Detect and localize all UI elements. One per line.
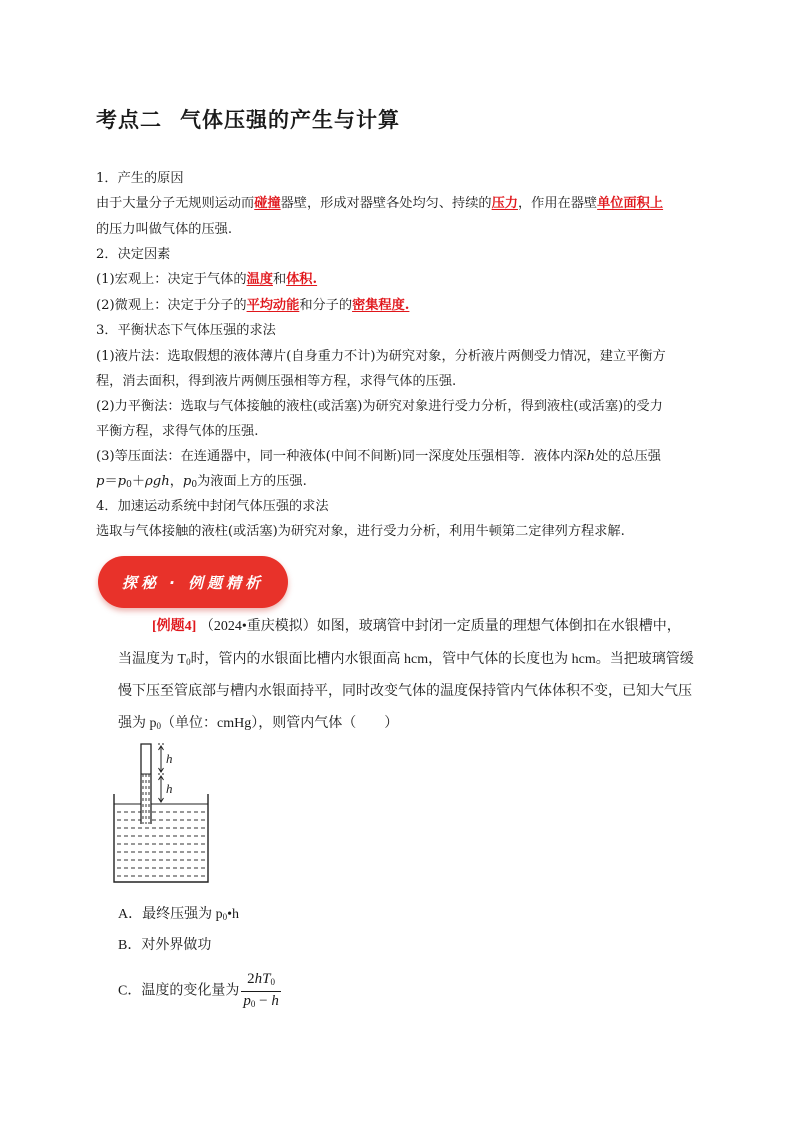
subscript: 0: [270, 977, 275, 987]
text: 当温度为 T: [118, 652, 187, 667]
text: 2: [247, 971, 255, 987]
section2-heading: 2．决定因素: [96, 247, 171, 262]
text: −: [255, 993, 272, 1009]
var-h: h: [586, 449, 596, 464]
section1-line1: [96, 194, 663, 214]
subscript: 0: [191, 480, 198, 490]
var-h: h: [271, 993, 279, 1009]
example-banner: [98, 556, 288, 608]
text: 为液面上方的压强.: [197, 474, 307, 489]
subscript: 0: [222, 912, 228, 922]
fraction: [241, 970, 280, 1013]
section3-method1-a: (1)液片法：选取假想的液体薄片(自身重力不计)为研究对象，分析液片两侧受力情况，建立平衡方: [96, 349, 666, 364]
text: C．温度的变化量为: [118, 983, 240, 999]
label-h-bottom: h: [166, 781, 173, 796]
option-b[interactable]: B．对外界做功: [118, 938, 212, 953]
keyword-volume: 体积.: [286, 272, 318, 287]
text: 器壁，形成对器壁各处均匀、持续的: [280, 196, 492, 211]
option-a[interactable]: [118, 903, 239, 923]
page-title: [96, 104, 400, 134]
section3-heading: 3．平衡状态下气体压强的求法: [96, 323, 276, 338]
section2-micro: [96, 296, 409, 316]
example-line2: [118, 650, 694, 672]
example-line4: [118, 714, 398, 736]
text: ，: [169, 474, 183, 489]
var-p: p: [243, 993, 251, 1009]
section3-method3-a: [96, 447, 661, 467]
numerator: [241, 970, 280, 992]
title-part2: 气体压强的产生与计算: [180, 108, 400, 132]
section3-method2-b: 平衡方程，求得气体的压强.: [96, 424, 259, 439]
text: (1)宏观上：决定于气体的: [96, 272, 247, 287]
text: ＝: [104, 474, 118, 489]
keyword-pressure-force: 压力: [491, 196, 518, 211]
keyword-density: 密集程度.: [352, 298, 410, 313]
subscript: 0: [250, 999, 256, 1009]
text: （2024•重庆模拟）如图，玻璃管中封闭一定质量的理想气体倒扣在水银槽中，: [199, 619, 681, 634]
example-line1: [152, 617, 681, 637]
var-p0: p: [117, 474, 127, 489]
section2-macro: [96, 270, 317, 290]
text: 和: [272, 272, 287, 287]
text: ＋: [131, 474, 146, 489]
text: （单位：cmHg），则管内气体（ ）: [161, 716, 399, 731]
var-rhogh: ρgh: [145, 474, 170, 489]
var-p: p: [96, 474, 105, 489]
section3-method1-b: 程，消去面积，得到液片两侧压强相等方程，求得气体的压强.: [96, 374, 457, 389]
keyword-temperature: 温度: [246, 272, 273, 287]
example-tag: [例题4]: [152, 619, 197, 634]
section4-heading: 4．加速运动系统中封闭气体压强的求法: [96, 499, 329, 514]
section1-line2: 的压力叫做气体的压强.: [96, 222, 233, 237]
var-h: h: [254, 971, 263, 987]
subscript: 0: [126, 480, 132, 490]
text: A．最终压强为 p: [118, 907, 223, 922]
subscript: 0: [186, 657, 191, 667]
keyword-unit-area: 单位面积上: [597, 196, 664, 211]
subscript: 0: [156, 721, 161, 731]
section3-method2-a: (2)力平衡法：选取与气体接触的液柱(或活塞)为研究对象进行受力分析，得到液柱(或活塞)的受力: [96, 399, 663, 414]
tube-trough-figure: [108, 738, 228, 884]
banner-label: 探秘 · 例题精析: [121, 573, 265, 592]
label-h-top: h: [166, 751, 173, 766]
var-T: T: [262, 971, 271, 987]
text: (3)等压面法：在连通器中，同一种液体(中间不间断)同一深度处压强相等．液体内深: [96, 449, 587, 464]
option-c[interactable]: [118, 970, 281, 1013]
text: •h: [227, 907, 240, 922]
var-p0: p: [182, 474, 192, 489]
text: 和分子的: [299, 298, 353, 313]
text: 时，管内的水银面比槽内水银面高 hcm，管中气体的长度也为 hcm。当把玻璃管缓: [190, 652, 694, 667]
text: ，作用在器壁: [518, 196, 598, 211]
keyword-average-kinetic-energy: 平均动能: [246, 298, 300, 313]
section4-text: 选取与气体接触的液柱(或活塞)为研究对象，进行受力分析，利用牛顿第二定律列方程求解.: [96, 524, 625, 539]
example-line3: 慢下压至管底部与槽内水银面持平，同时改变气体的温度保持管内气体体积不变，已知大气压: [118, 684, 692, 699]
text: 由于大量分子无规则运动而: [96, 196, 255, 211]
denominator: [241, 992, 280, 1013]
text: 处的总压强: [595, 449, 661, 464]
section3-method3-b: [96, 472, 307, 495]
keyword-collision: 碰撞: [254, 196, 281, 211]
text: (2)微观上：决定于分子的: [96, 298, 247, 313]
title-part1: 考点二: [96, 108, 162, 132]
text: 强为 p: [118, 716, 157, 731]
section1-heading: 1．产生的原因: [96, 171, 184, 186]
